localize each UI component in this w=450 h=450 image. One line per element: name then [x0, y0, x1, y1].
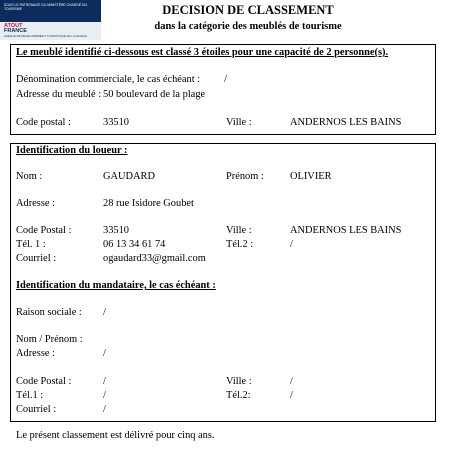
loueur-heading: Identification du loueur :	[16, 145, 128, 156]
meuble-ville-label: Ville :	[226, 117, 252, 128]
loueur-prenom-label: Prénom :	[226, 171, 264, 182]
mandataire-ville-label: Ville :	[226, 376, 252, 387]
mandataire-courriel-value: /	[103, 404, 106, 415]
meuble-code-postal-label: Code postal :	[16, 117, 71, 128]
loueur-adresse-value: 28 rue Isidore Goubet	[103, 198, 194, 209]
mandataire-tel2-value: /	[290, 390, 293, 401]
loueur-courriel-label: Courriel :	[16, 253, 57, 264]
loueur-prenom-value: OLIVIER	[290, 171, 332, 182]
mandataire-ville-value: /	[290, 376, 293, 387]
meuble-adresse-label: Adresse du meublé :	[16, 89, 102, 100]
mandataire-tel2-label: Tél.2:	[226, 390, 251, 401]
loueur-tel2-value: /	[290, 239, 293, 250]
page-subtitle: dans la catégorie des meublés de tourisme	[154, 21, 342, 32]
mandataire-code-postal-value: /	[103, 376, 106, 387]
loueur-code-postal-label: Code Postal :	[16, 225, 72, 236]
classement-statement: Le meublé identifié ci-dessous est classé 3 étoiles pour une capacité de 2 personne(s).	[16, 47, 389, 58]
mandataire-nom-prenom-label: Nom / Prénom :	[16, 334, 83, 345]
meuble-adresse-value: 50 boulevard de la plage	[103, 89, 206, 100]
mandataire-adresse-value: /	[103, 348, 106, 359]
loueur-tel2-label: Tél.2 :	[226, 239, 254, 250]
mandataire-raison-label: Raison sociale :	[16, 307, 82, 318]
logo-mark-top: ATOUT	[4, 23, 23, 29]
loueur-code-postal-value: 33510	[103, 225, 129, 236]
mandataire-adresse-label: Adresse :	[16, 348, 55, 359]
loueur-ville-label: Ville :	[226, 225, 252, 236]
mandataire-code-postal-label: Code Postal :	[16, 376, 72, 387]
loueur-adresse-label: Adresse :	[16, 198, 55, 209]
loueur-nom-value: GAUDARD	[103, 171, 155, 182]
meuble-code-postal-value: 33510	[103, 117, 129, 128]
loueur-ville-value: ANDERNOS LES BAINS	[290, 225, 402, 236]
meuble-ville-value: ANDERNOS LES BAINS	[290, 117, 402, 128]
mandataire-heading: Identification du mandataire, le cas échéant :	[16, 280, 216, 291]
mandataire-tel1-value: /	[103, 390, 106, 401]
page-title: DECISION DE CLASSEMENT	[162, 3, 334, 17]
mandataire-courriel-label: Courriel :	[16, 404, 57, 415]
loueur-courriel-value: ogaudard33@gmail.com	[103, 253, 206, 264]
mandataire-tel1-label: Tél.1 :	[16, 390, 44, 401]
logo-text: SOUS LE PATRONAGE DU MINISTÈRE CHARGÉ DU TOURISME	[4, 3, 87, 11]
mandataire-raison-value: /	[103, 307, 106, 318]
denomination-label: Dénomination commerciale, le cas échéant :	[16, 74, 201, 85]
denomination-value: /	[224, 74, 227, 85]
logo-mark	[4, 24, 27, 34]
validity-note: Le présent classement est délivré pour cinq ans.	[16, 430, 215, 441]
loueur-tel1-label: Tél. 1 :	[16, 239, 46, 250]
logo-subtitle: AGENCE DE DÉVELOPPEMENT TOURISTIQUE DE LA FRANCE	[4, 34, 87, 38]
logo-mark-bottom: FRANCE	[4, 28, 27, 34]
loueur-nom-label: Nom :	[16, 171, 43, 182]
loueur-tel1-value: 06 13 34 61 74	[103, 239, 166, 250]
